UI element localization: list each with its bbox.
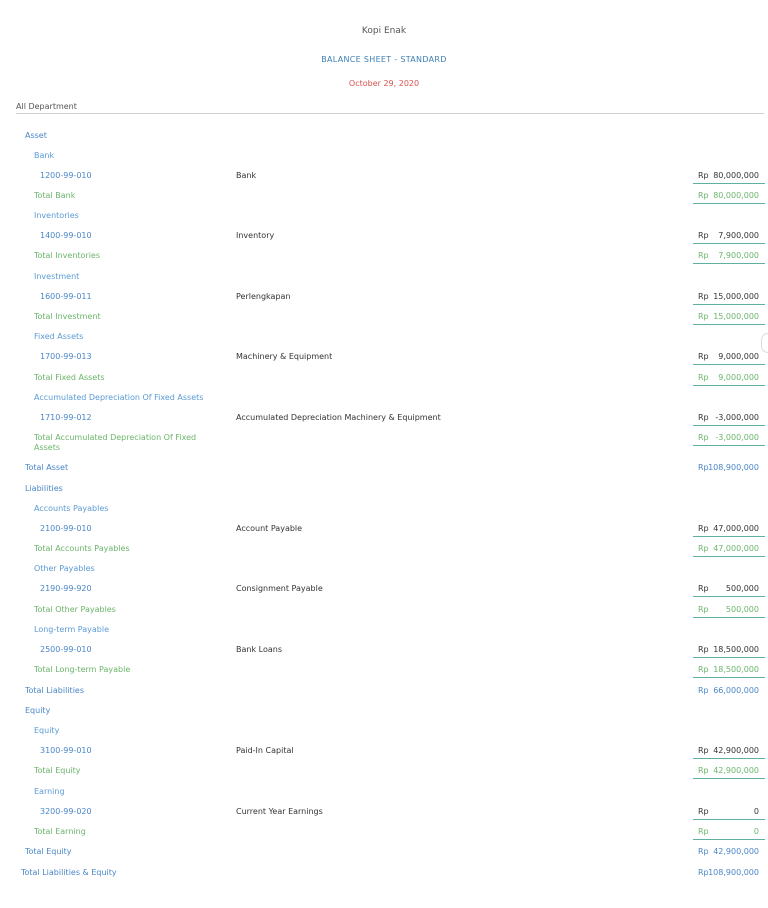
table-row [0,623,768,637]
amount-underline [693,677,765,678]
table-row [0,684,768,698]
amount-underline [693,839,765,840]
table-row [0,209,768,223]
amount-underline [693,617,765,618]
currency-label: Rp [698,827,709,836]
table-row [0,391,768,405]
amount-underline [693,243,765,244]
account-code-link[interactable]: 3200-99-020 [40,807,92,816]
account-name: Machinery & Equipment [236,352,333,361]
currency-label: Rp [698,251,709,260]
currency-label: Rp [698,645,709,654]
row-label: Bank [34,151,55,160]
account-name: Perlengkapan [236,292,291,301]
table-row [0,169,768,183]
row-label: Total Inventories [34,251,101,260]
table-row [0,189,768,203]
row-label: Accounts Payables [34,504,109,513]
amount-underline [693,304,765,305]
currency-label: Rp [698,847,709,856]
row-label: Investment [34,272,80,281]
amount-value: 15,000,000 [713,312,759,321]
currency-label: Rp [698,231,709,240]
amount-value: -3,000,000 [715,433,759,442]
row-label: Total Bank [34,191,76,200]
amount-underline [693,263,765,264]
account-code-link[interactable]: 3100-99-010 [40,746,92,755]
amount-value: 80,000,000 [713,191,759,200]
account-name: Accumulated Depreciation Machinery & Equipment [236,413,441,422]
currency-label: Rp [698,373,709,382]
amount-value: 47,000,000 [713,544,759,553]
currency-label: Rp [698,433,709,442]
amount-value: 80,000,000 [713,171,759,180]
table-row [0,825,768,839]
row-label: Earning [34,787,65,796]
table-row [0,663,768,677]
account-code-link[interactable]: 2500-99-010 [40,645,92,654]
account-name: Account Payable [236,524,303,533]
amount-underline [693,203,765,204]
amount-value: 0 [753,807,759,816]
table-row [0,411,768,425]
table-row [0,582,768,596]
row-label: Long-term Payable [34,625,110,634]
currency-label: Rp [698,766,709,775]
amount-value: 0 [753,827,759,836]
account-name: Inventory [236,231,275,240]
amount-underline [693,556,765,557]
currency-label: Rp [698,292,709,301]
currency-label: Rp [698,868,709,877]
currency-label: Rp [698,463,709,472]
amount-value: 500,000 [725,605,759,614]
table-row [0,149,768,163]
amount-value: 500,000 [725,584,759,593]
side-scroll-handle[interactable] [761,333,768,353]
currency-label: Rp [698,171,709,180]
row-label: Total Earning [34,827,86,836]
amount-value: 42,900,000 [713,766,759,775]
currency-label: Rp [698,524,709,533]
table-row [0,482,768,496]
amount-underline [693,425,765,426]
row-label: Total Liabilities [25,686,85,695]
account-code-link[interactable]: 1200-99-010 [40,171,92,180]
amount-value: 18,500,000 [713,665,759,674]
account-name: Bank [236,171,257,180]
table-row [0,229,768,243]
account-code-link[interactable]: 2190-99-920 [40,584,92,593]
account-code-link[interactable]: 1710-99-012 [40,413,92,422]
row-label-continued: Assets [34,443,61,452]
account-code-link[interactable]: 1700-99-013 [40,352,92,361]
row-label: Inventories [34,211,79,220]
table-row [0,350,768,364]
account-name: Consignment Payable [236,584,323,593]
amount-value: 18,500,000 [713,645,759,654]
row-label: Total Fixed Assets [34,373,105,382]
currency-label: Rp [698,746,709,755]
currency-label: Rp [698,352,709,361]
table-row [0,371,768,385]
row-label: Total Long-term Payable [34,665,131,674]
currency-label: Rp [698,413,709,422]
row-label: Total Equity [25,847,72,856]
amount-underline [693,183,765,184]
account-code-link[interactable]: 1600-99-011 [40,292,92,301]
account-name: Paid-In Capital [236,746,294,755]
table-row [0,866,768,880]
row-label: Other Payables [34,564,95,573]
table-row [0,431,768,452]
amount-underline [693,819,765,820]
table-row [0,522,768,536]
row-label: Equity [34,726,60,735]
row-label: Total Accounts Payables [34,544,130,553]
amount-value: 42,900,000 [713,746,759,755]
amount-value: 7,900,000 [718,251,759,260]
table-row [0,542,768,556]
department-label: All Department [16,102,77,111]
amount-value: 15,000,000 [713,292,759,301]
amount-value: 108,900,000 [708,868,759,877]
amount-value: 7,900,000 [718,231,759,240]
row-label: Total Asset [25,463,69,472]
table-row [0,310,768,324]
amount-underline [693,385,765,386]
amount-underline [693,778,765,779]
table-row [0,290,768,304]
table-row [0,249,768,263]
account-code-link[interactable]: 1400-99-010 [40,231,92,240]
row-label: Total Liabilities & Equity [21,868,117,877]
currency-label: Rp [698,665,709,674]
table-row [0,270,768,284]
amount-underline [693,596,765,597]
currency-label: Rp [698,807,709,816]
table-row [0,704,768,718]
amount-value: -3,000,000 [715,413,759,422]
amount-value: 9,000,000 [718,373,759,382]
amount-value: 9,000,000 [718,352,759,361]
currency-label: Rp [698,584,709,593]
amount-underline [693,657,765,658]
currency-label: Rp [698,605,709,614]
table-row [0,330,768,344]
table-row [0,785,768,799]
account-name: Current Year Earnings [236,807,323,816]
table-row [0,603,768,617]
amount-underline [693,364,765,365]
report-date: October 29, 2020 [348,79,420,88]
row-label: Accumulated Depreciation Of Fixed Assets [34,393,204,402]
currency-label: Rp [698,544,709,553]
currency-label: Rp [698,686,709,695]
row-label: Liabilities [25,484,63,493]
table-row [0,805,768,819]
amount-underline [693,324,765,325]
row-label: Total Equity [34,766,81,775]
table-row [0,643,768,657]
row-label: Fixed Assets [34,332,84,341]
amount-underline [693,758,765,759]
currency-label: Rp [698,191,709,200]
table-row [0,129,768,143]
currency-label: Rp [698,312,709,321]
company-name: Kopi Enak [361,26,407,36]
amount-underline [693,536,765,537]
row-label: Equity [25,706,51,715]
table-row [0,845,768,859]
row-label: Asset [25,131,47,140]
amount-underline [693,445,765,446]
table-row [0,764,768,778]
row-label: Total Other Payables [34,605,116,614]
table-row [0,461,768,475]
table-row [0,502,768,516]
table-row [0,724,768,738]
account-name: Bank Loans [236,645,282,654]
amount-value: 66,000,000 [713,686,759,695]
amount-value: 42,900,000 [713,847,759,856]
account-code-link[interactable]: 2100-99-010 [40,524,92,533]
report-title: BALANCE SHEET - STANDARD [321,55,447,64]
table-row [0,562,768,576]
amount-value: 108,900,000 [708,463,759,472]
table-row [0,744,768,758]
amount-value: 47,000,000 [713,524,759,533]
row-label: Total Accumulated Depreciation Of Fixed [34,433,197,442]
row-label: Total Investment [34,312,101,321]
